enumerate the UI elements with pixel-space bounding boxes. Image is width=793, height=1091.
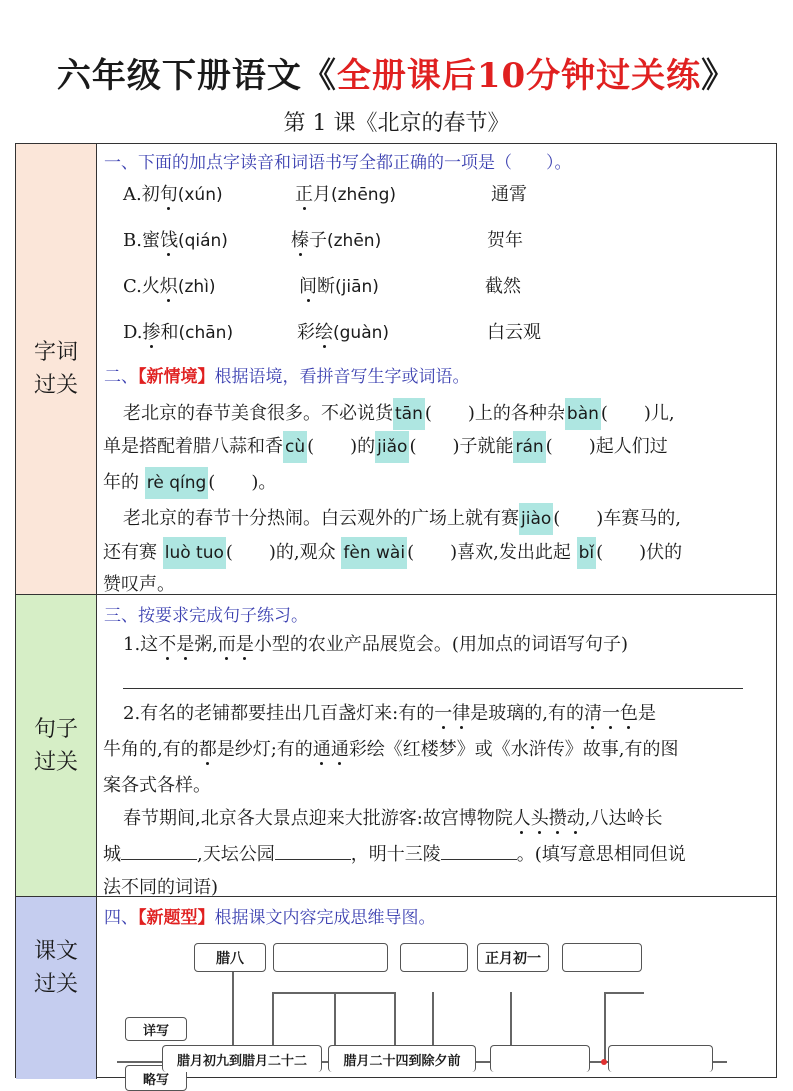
option-b: B.蜜饯(qián) 榛子(zhēn) 贺年 [123, 230, 523, 251]
sentence-3-line-3: 法不同的词语) [103, 877, 219, 898]
node-laba: 腊八 [194, 943, 266, 972]
sentence-3-line-1: 春节期间,北京各大景点迎来大批游客:故宫博物院人头攒动,八达岭长 [123, 808, 663, 829]
title-suffix: 》 [701, 56, 737, 96]
node-blank-2[interactable] [400, 943, 468, 972]
question-1-prompt: 一、下面的加点字读音和词语书写全都正确的一项是（ ）。 [104, 153, 572, 173]
passage-line-2: 单是搭配着腊八蒜和香 cù ( )的 jiǎo ( )子就能 rán ( )起人们过 [103, 432, 668, 458]
worksheet-table [15, 143, 777, 1088]
passage-line-6: 赞叹声。 [103, 574, 175, 595]
node-blank-5[interactable] [608, 1045, 713, 1072]
option-a: A.初旬(xún) 正月(zhēng) 通霄 [123, 184, 527, 205]
sentence-2-line-1: 2.有名的老铺都要挂出几百盏灯来:有的一律是玻璃的,有的清一色是 [123, 703, 656, 724]
question-4-prompt: 四、【新题型】根据课文内容完成思维导图。 [104, 908, 436, 928]
sentence-2-line-3: 案各式各样。 [103, 775, 211, 796]
passage-line-3: 年的 rè qíng ( )。 [103, 468, 276, 494]
label-xiangxie: 详写 [125, 1017, 187, 1041]
option-c: C.火炽(zhì) 间断(jiān) 截然 [123, 276, 521, 297]
section-label-kewen: 课文 过关 [16, 897, 97, 1079]
title-highlight: 全册课后10分钟过关练 [336, 56, 702, 96]
label-luexie: 略写 [125, 1065, 187, 1091]
passage-line-4: 老北京的春节十分热闹。白云观外的广场上就有赛 jiào ( )车赛马的, [123, 504, 681, 530]
sentence-1: 1.这不是粥,而是小型的农业产品展览会。(用加点的词语写句子) [123, 634, 628, 655]
fill-blank-3[interactable] [441, 845, 517, 860]
title-prefix: 六年级下册语文《 [56, 56, 337, 96]
answer-line[interactable] [123, 688, 743, 689]
section-content-ciyu [97, 144, 776, 595]
node-blank-3[interactable] [562, 943, 642, 972]
sentence-2-line-2: 牛角的,有的都是纱灯;有的通通彩绘《红楼梦》或《水浒传》故事,有的图 [103, 739, 679, 760]
section-label-juzi: 句子 过关 [16, 595, 97, 897]
lesson-subtitle: 第 1 课《北京的春节》 [283, 111, 510, 136]
node-range-2: 腊月二十四到除夕前 [328, 1045, 476, 1072]
sentence-3-line-2: 城 ,天坛公园 ，明十三陵 。(填写意思相同但说 [103, 844, 686, 865]
passage-line-5: 还有赛 luò tuo ( )的,观众 fèn wài ( )喜欢,发出此起 bǐ ( )伏的 [103, 538, 682, 564]
node-blank-1[interactable] [273, 943, 388, 972]
fill-blank-2[interactable] [275, 845, 351, 860]
node-blank-4[interactable] [490, 1045, 590, 1072]
option-d: D.掺和(chān) 彩绘(guàn) 白云观 [123, 322, 541, 343]
question-3-prompt: 三、按要求完成句子练习。 [104, 606, 308, 626]
section-content-juzi [97, 595, 776, 897]
fill-blank-1[interactable] [121, 845, 197, 860]
node-range-1: 腊月初九到腊月二十二 [162, 1045, 322, 1072]
section-label-ciyu: 字词 过关 [16, 144, 97, 595]
question-2-prompt: 二、【新情境】根据语境，看拼音写生字或词语。 [104, 367, 470, 387]
node-zhengyue: 正月初一 [477, 943, 549, 972]
passage-line-1: 老北京的春节美食很多。不必说货 tān ( )上的各种杂 bàn ( )儿, [123, 399, 675, 425]
page-title [0, 48, 793, 97]
